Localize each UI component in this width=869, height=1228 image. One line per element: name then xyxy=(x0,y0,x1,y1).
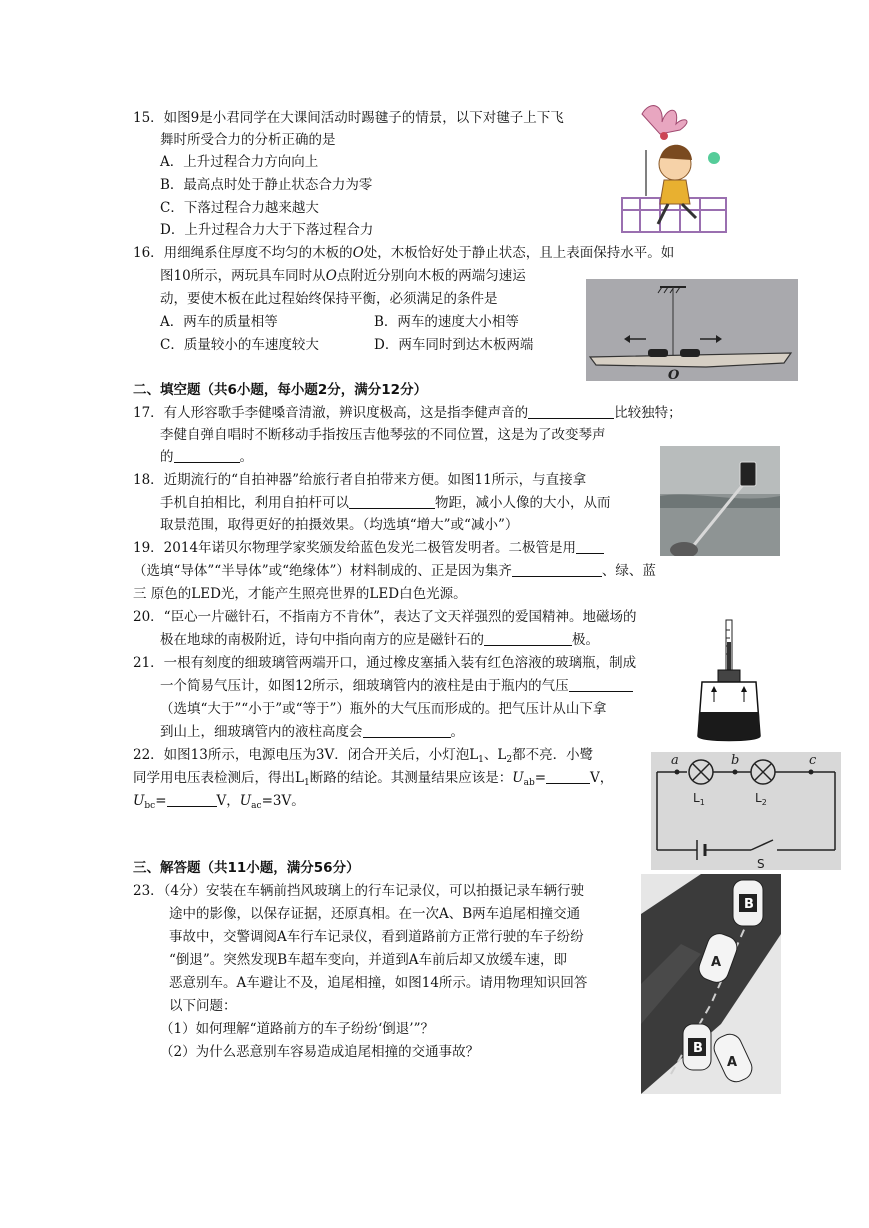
q15-option-d: D．上升过程合力大于下落过程合力 xyxy=(160,222,374,238)
q20-line1: 20．“臣心一片磁针石，不指南方不肯休”，表达了文天祥强烈的爱国精神。地磁场的 xyxy=(133,609,637,625)
q16-option-b: B．两车的速度大小相等 xyxy=(374,314,519,330)
q15-stem-line2: 舞时所受合力的分析正确的是 xyxy=(160,132,336,148)
lamp-l2-sub: 2 xyxy=(761,798,767,807)
figure-13-circuit-diagram xyxy=(651,752,841,870)
u-bc-unit: V， xyxy=(216,793,240,809)
q23-line5: 恶意别车。A车避让不及，追尾相撞，如图14所示。请用物理知识回答 xyxy=(169,975,588,991)
figure-14-road-cars-image xyxy=(641,874,781,1094)
figure-12-barometer-image xyxy=(694,616,764,744)
q16-option-a: A．两车的质量相等 xyxy=(160,314,278,330)
q22-line1-sub2: 2 xyxy=(506,755,513,765)
q18-line2-part2: 物距，减小人像的大小，从而 xyxy=(435,495,611,511)
q21-line1: 21．一根有刻度的细玻璃管两端开口，通过橡皮塞插入装有红色溶液的玻璃瓶，制成 xyxy=(133,655,637,671)
q23-line6: 以下问题： xyxy=(169,998,237,1014)
q22-line2-sub: 1 xyxy=(303,778,310,788)
lamp-l2-letter: L xyxy=(755,791,762,805)
answer-blank-17a[interactable] xyxy=(528,404,614,419)
q20-line2-part2: 极。 xyxy=(572,632,599,648)
car-a-label-top: A xyxy=(711,955,722,970)
q21-line4-part2: 。 xyxy=(450,724,464,740)
lamp-l1-letter: L xyxy=(693,791,700,805)
q20-line2-part1: 极在地球的南极附近，诗句中指向南方的应是磁针石的 xyxy=(160,632,484,648)
q22-line2-part1: 同学用电压表检测后，得出L xyxy=(133,770,304,786)
q17-line3-part1: 的 xyxy=(160,449,174,465)
figure-11-selfie-stick-image xyxy=(660,446,780,556)
u-ab-symbol: U xyxy=(512,770,524,786)
q16-stem-line1 xyxy=(133,243,674,263)
answer-blank-19a[interactable] xyxy=(576,539,604,554)
q17-line3 xyxy=(160,447,253,467)
figure-9-shuttlecock-image xyxy=(620,100,730,240)
car-a-label-bottom: A xyxy=(727,1055,738,1070)
answer-blank-18a[interactable] xyxy=(349,494,435,509)
q20-line2 xyxy=(160,630,599,650)
q16-stem-line3: 动，要使木板在此过程始终保持平衡，必须满足的条件是 xyxy=(160,291,498,307)
answer-blank-21b[interactable] xyxy=(363,723,451,738)
q22-line1-part3: 都不亮．小鹭 xyxy=(512,747,594,763)
q16-stem-line2-part1: 图10所示，两玩具车同时从 xyxy=(160,268,326,284)
q23-part2: （2）为什么恶意别车容易造成追尾相撞的交通事故？ xyxy=(160,1044,480,1060)
u-bc-eq: = xyxy=(155,793,167,809)
q22-line3 xyxy=(133,791,305,816)
q16-stem-line1-part1: 16．用细绳系住厚度不均匀的木板的 xyxy=(133,245,353,261)
q15-option-c: C．下落过程合力越来越大 xyxy=(160,200,319,216)
point-o-label-2: O xyxy=(325,268,337,284)
q16-option-c: C．质量较小的车速度较大 xyxy=(160,337,319,353)
point-a-label: a xyxy=(671,753,679,768)
q18-line2 xyxy=(160,493,611,513)
q16-stem-line1-part2: 处，木板恰好处于静止状态，且上表面保持水平。如 xyxy=(363,245,675,261)
section-3-title: 三、解答题（共11小题，满分56分） xyxy=(133,860,360,876)
q19-line2-part2: 、绿、蓝 xyxy=(601,563,656,579)
q17-line2: 李健自弹自唱时不断移动手指按压吉他琴弦的不同位置，这是为了改变琴声 xyxy=(160,427,606,443)
lamp-l1-sub: 1 xyxy=(699,798,705,807)
q22-line1-part2: 、L xyxy=(483,747,507,763)
u-ac-sub: ac xyxy=(251,801,262,811)
q21-line4-part1: 到山上，细玻璃管内的液柱高度会 xyxy=(160,724,363,740)
u-ab-sub: ab xyxy=(523,778,535,788)
car-b-label-bottom: B xyxy=(693,1041,703,1056)
q21-line3: （选填“大于”“小于”或“等于”）瓶外的大气压而形成的。把气压计从山下拿 xyxy=(160,701,607,717)
q18-line2-part1: 手机自拍相比，利用自拍杆可以 xyxy=(160,495,349,511)
u-ab-unit: V， xyxy=(590,770,614,786)
point-o-label-1: O xyxy=(352,245,364,261)
q23-line2: 途中的影像，以保存证据，还原真相。在一次A、B两车追尾相撞交通 xyxy=(169,906,581,922)
q15-option-a: A．上升过程合力方向向上 xyxy=(160,154,319,170)
q16-stem-line2 xyxy=(160,266,526,286)
q23-line3: 事故中，交警调阅A车行车记录仪，看到道路前方正常行驶的车子纷纷 xyxy=(169,929,584,945)
q21-line2-text: 一个简易气压计，如图12所示，细玻璃管内的液柱是由于瓶内的气压 xyxy=(160,678,569,694)
section-2-title: 二、填空题（共6小题，每小题2分，满分12分） xyxy=(133,382,428,398)
q17-line1-part1: 17．有人形容歌手李健嗓音清澈，辨识度极高，这是指李健声音的 xyxy=(133,405,529,421)
answer-blank-22a[interactable] xyxy=(546,769,590,784)
figure-10-o-label: O xyxy=(668,368,680,381)
u-ab-eq: = xyxy=(534,770,547,786)
q18-line3: 取景范围，取得更好的拍摄效果。（均选填“增大”或“减小”） xyxy=(160,517,519,533)
q17-line3-part2: 。 xyxy=(239,449,253,465)
q22-line2-part2: 断路的结论。其测量结果应该是： xyxy=(309,770,513,786)
q18-line1: 18．近期流行的“自拍神器”给旅行者自拍带来方便。如图11所示，与直接拿 xyxy=(133,472,587,488)
q23-line1: 23．（4分）安装在车辆前挡风玻璃上的行车记录仪，可以拍摄记录车辆行驶 xyxy=(133,883,585,899)
answer-blank-17b[interactable] xyxy=(174,448,240,463)
answer-blank-19b[interactable] xyxy=(512,562,602,577)
point-b-label: b xyxy=(731,753,740,768)
point-c-label: c xyxy=(809,753,817,768)
q17-line1-part2: 比较独特； xyxy=(614,405,682,421)
q23-line4: “倒退”。突然发现B车超车变向，并道到A车前后却又放缓车速，即 xyxy=(169,952,567,968)
q19-line2 xyxy=(133,561,656,581)
q15-stem-line1: 15．如图9是小君同学在大课间活动时踢毽子的情景，以下对毽子上下飞 xyxy=(133,110,564,126)
q16-option-d: D．两车同时到达木板两端 xyxy=(374,337,534,353)
answer-blank-20[interactable] xyxy=(484,631,572,646)
q16-stem-line2-part2: 点附近分别向木板的两端匀速运 xyxy=(336,268,526,284)
q22-line2 xyxy=(133,768,613,793)
switch-s-label: S xyxy=(757,857,765,870)
car-b-label-top: B xyxy=(744,897,754,912)
q23-part1: （1）如何理解“道路前方的车子纷纷‘倒退’”？ xyxy=(160,1021,434,1037)
figure-10-plank-image xyxy=(586,279,798,381)
q19-line1-text: 19．2014年诺贝尔物理学家奖颁发给蓝色发光二极管发明者。二极管是用 xyxy=(133,540,577,556)
u-ac-eq: =3V。 xyxy=(261,793,305,809)
q21-line2 xyxy=(160,676,633,696)
u-bc-sub: bc xyxy=(144,801,156,811)
q21-line4 xyxy=(160,722,464,742)
q15-option-b: B．最高点时处于静止状态合力为零 xyxy=(160,177,373,193)
q19-line1 xyxy=(133,538,604,558)
q22-line1-part1: 22．如图13所示，电源电压为3V．闭合开关后，小灯泡L xyxy=(133,747,479,763)
q17-line1 xyxy=(133,403,682,423)
q19-line2-part1: （选填“导体”“半导体”或“绝缘体”）材料制成的、正是因为集齐 xyxy=(133,563,512,579)
u-ac-symbol: U xyxy=(239,793,252,809)
answer-blank-22b[interactable] xyxy=(167,792,217,807)
q22-line1-sub1: 1 xyxy=(478,755,484,765)
q22-line1 xyxy=(133,745,593,770)
answer-blank-21a[interactable] xyxy=(569,677,633,692)
q19-line3: 三 原色的LED光，才能产生照亮世界的LED白色光源。 xyxy=(133,586,467,602)
u-bc-symbol: U xyxy=(133,793,145,809)
